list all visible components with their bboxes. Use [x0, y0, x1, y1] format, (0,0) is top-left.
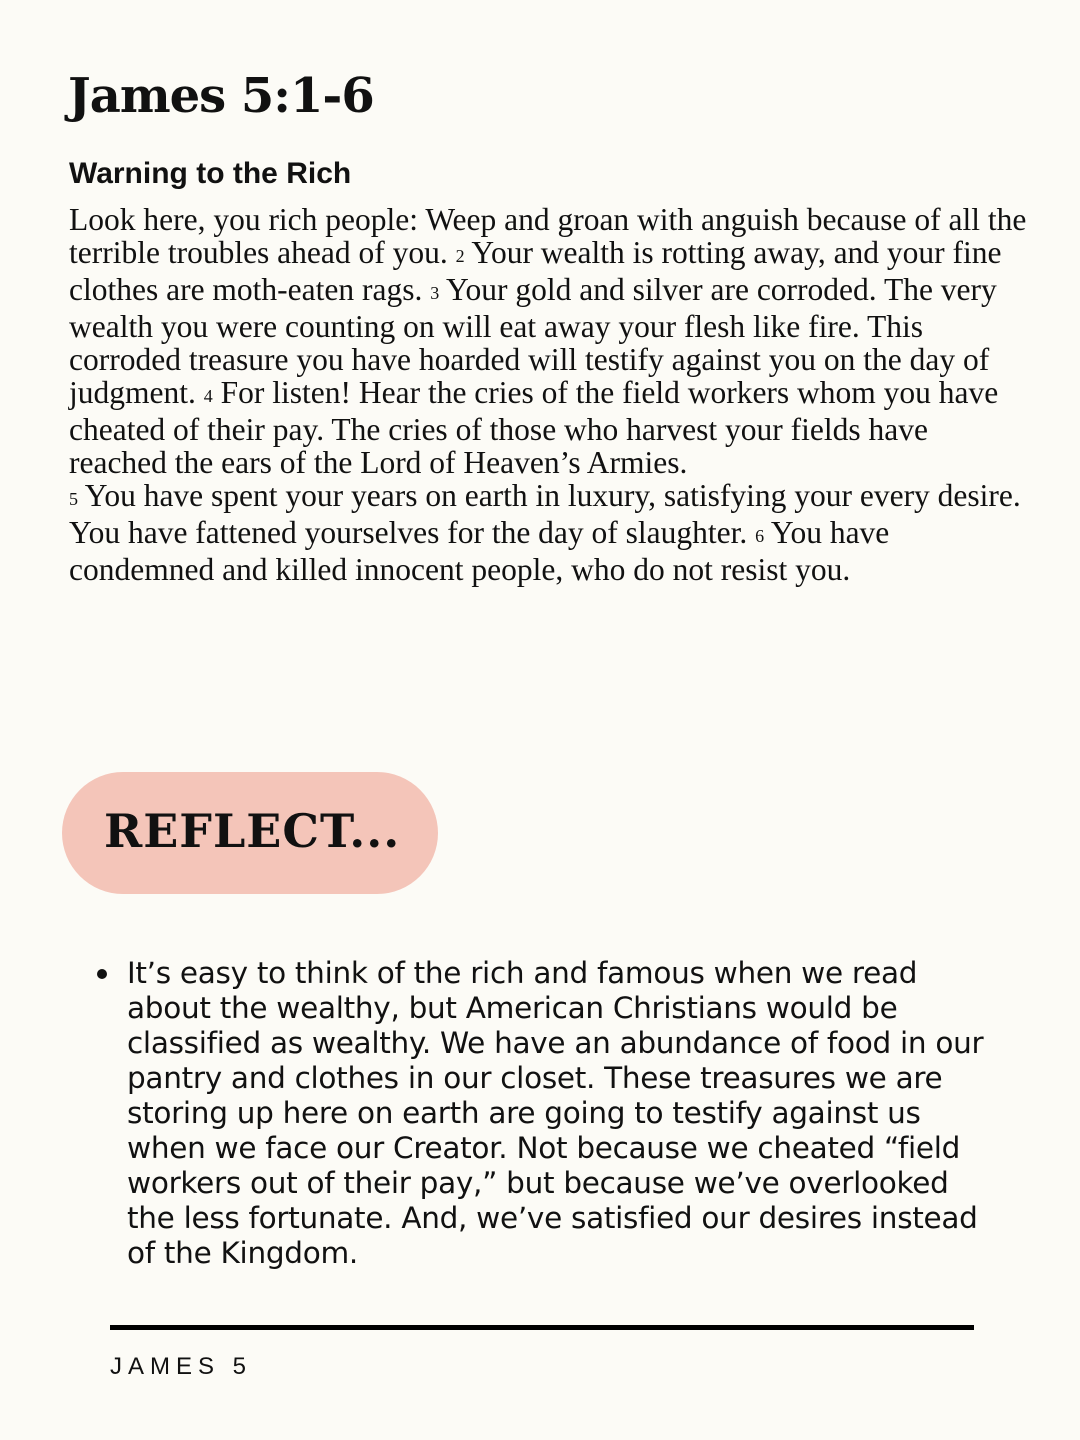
reflection-list: [95, 956, 995, 1271]
verse-5-text: You have spent your years on earth in luxury, satisfying your every desire. You have fattened yourselves for the day of slaughter.: [69, 478, 1021, 550]
footer-label: JAMES 5: [110, 1353, 253, 1380]
verse-number-2: 2: [455, 246, 465, 266]
verse-3-text: Your gold and silver are corroded. The very wealth you were counting on will eat away your flesh like fire. This corroded treasure you have hoarded will testify against you on the day of judgment.: [69, 272, 997, 410]
scripture-paragraph-1: [69, 203, 1029, 479]
bullet-icon: [97, 969, 107, 979]
footer-divider: [110, 1325, 974, 1330]
scripture-paragraph-2: [69, 479, 1029, 586]
reflection-text: It’s easy to think of the rich and famous when we read about the wealthy, but American Christians would be classified as wealthy. We have an abundance of food in our pantry and clothes in our closet. These treasures we are storing up here on earth are going to testify against us when we face our Creator. Not because we cheated “field workers out of their pay,” but because we’ve overlooked the less fortunate. And, we’ve satisfied our desires instead of the Kingdom.: [127, 956, 984, 1270]
verse-number-4: 4: [203, 386, 213, 406]
reflection-item: [95, 956, 995, 1271]
verse-2-text: Your wealth is rotting away, and your fine clothes are moth-eaten rags.: [69, 235, 1002, 307]
verse-number-6: 6: [755, 526, 765, 546]
reflect-heading: REFLECT...: [104, 804, 401, 858]
verse-number-5: 5: [69, 489, 78, 509]
verse-6-text: You have condemned and killed innocent people, who do not resist you.: [69, 515, 890, 587]
scripture-passage: [69, 203, 1029, 586]
verse-number-3: 3: [430, 283, 440, 303]
verse-4-text: For listen! Hear the cries of the field workers whom you have cheated of their pay. The cries of those who harvest your fields have reached the ears of the Lord of Heaven’s Armies.: [69, 375, 999, 480]
verse-1-text: Look here, you rich people: Weep and groan with anguish because of all the terrible troubles ahead of you.: [69, 202, 1027, 270]
page-title: James 5:1-6: [68, 68, 374, 124]
section-heading: Warning to the Rich: [69, 157, 352, 190]
